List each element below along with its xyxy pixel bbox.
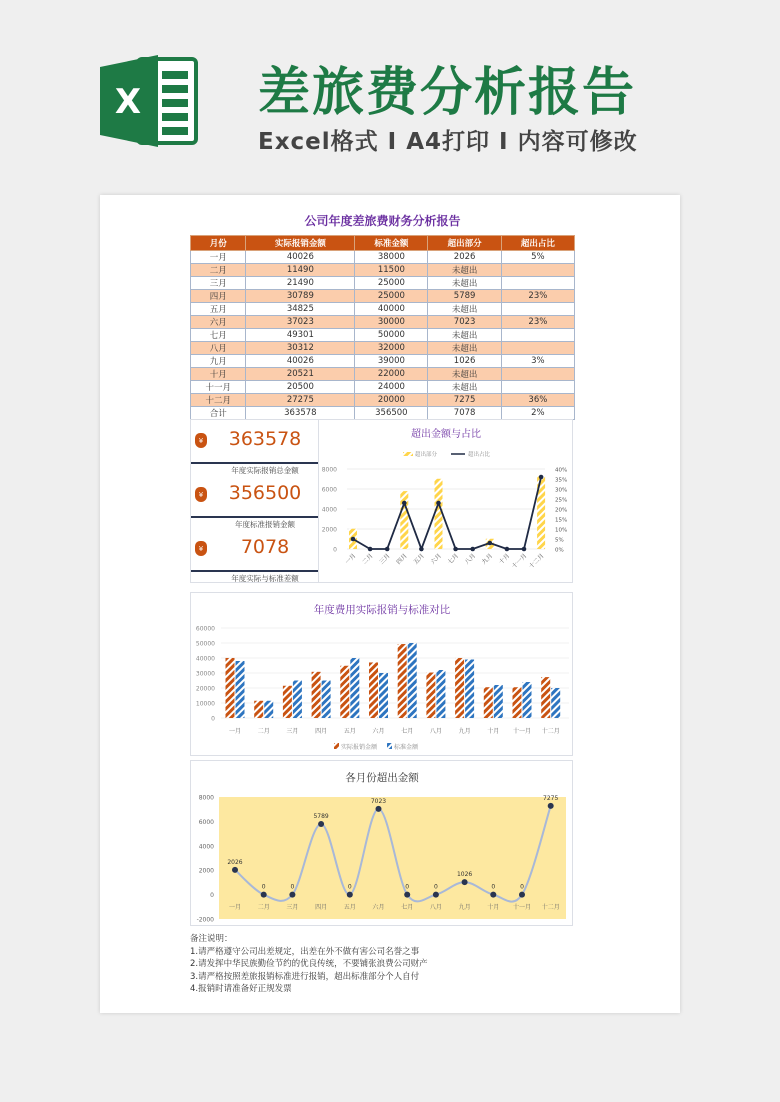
bar (400, 491, 408, 549)
legend-label: 实际报销金额 (341, 744, 378, 751)
table-cell: 23% (501, 290, 574, 303)
table-row (191, 368, 575, 381)
y2-tick-label: 25% (555, 497, 568, 504)
bar-standard (293, 681, 302, 719)
svg-text:X: X (114, 82, 142, 122)
table-cell: 七月 (191, 329, 246, 342)
table-cell: 二月 (191, 264, 246, 277)
y2-tick-label: 40% (555, 467, 568, 474)
table-row (191, 381, 575, 394)
data-label: 0 (261, 883, 266, 891)
bar (435, 479, 443, 549)
kpi-label: 年度实际报销总金额 (231, 466, 299, 475)
x-tick-label: 十月 (497, 552, 512, 566)
table-cell: 十二月 (191, 394, 246, 407)
x-tick-label: 三月 (286, 904, 299, 911)
column-header: 月份 (191, 236, 246, 251)
chart-title: 超出金额与占比 (411, 429, 481, 440)
kpi-value: 356500 (228, 482, 302, 504)
y-tick-label: 2000 (198, 867, 214, 875)
table-cell: 40026 (246, 251, 355, 264)
table-cell: 22000 (355, 368, 428, 381)
table-cell: 未超出 (428, 303, 501, 316)
bar-actual (226, 658, 235, 718)
x-tick-label: 七月 (446, 552, 461, 566)
table-cell: 八月 (191, 342, 246, 355)
divider (191, 462, 319, 464)
x-tick-label: 九月 (458, 904, 471, 911)
legend-label: 超出部分 (415, 452, 438, 458)
table-cell: 5% (501, 251, 574, 264)
column-header: 超出部分 (428, 236, 501, 251)
data-label: 2026 (227, 858, 243, 866)
note-item: 4.报销时请准备好正规发票 (190, 984, 292, 994)
bar-actual (455, 658, 464, 718)
y-tick-label: 4000 (321, 506, 337, 514)
legend-swatch (334, 743, 339, 749)
y-tick-label: 40000 (195, 655, 215, 663)
column-header: 实际报销金额 (246, 236, 355, 251)
x-tick-label: 十一月 (512, 728, 532, 735)
legend-label: 标准金额 (394, 744, 419, 751)
table-cell: 11490 (246, 264, 355, 277)
data-label: 0 (491, 883, 496, 891)
table-cell: 未超出 (428, 368, 501, 381)
table-cell: 363578 (246, 407, 355, 420)
table-cell: 30000 (355, 316, 428, 329)
table-cell: 五月 (191, 303, 246, 316)
table-cell: 24000 (355, 381, 428, 394)
bar-standard (264, 701, 273, 718)
kpi-label: 年度实际与标准差额 (231, 574, 299, 583)
table-cell (501, 303, 574, 316)
data-point (402, 501, 407, 506)
subtitle: Excel格式 I A4打印 I 内容可修改 (258, 129, 638, 155)
table-cell: 三月 (191, 277, 246, 290)
table-cell: 3% (501, 355, 574, 368)
y2-tick-label: 10% (555, 527, 568, 534)
legend-swatch (387, 743, 392, 749)
x-tick-label: 九月 (480, 552, 495, 566)
y-tick-label: 0 (333, 546, 337, 554)
table-row (191, 290, 575, 303)
excel-logo-icon (100, 55, 200, 147)
table-cell: 2% (501, 407, 574, 420)
expense-table (190, 235, 575, 420)
table-cell: 2026 (428, 251, 501, 264)
total-row (191, 407, 575, 420)
table-cell: 49301 (246, 329, 355, 342)
table-cell: 20000 (355, 394, 428, 407)
x-tick-label: 八月 (463, 552, 478, 566)
notes (190, 933, 428, 996)
bar-actual (484, 687, 493, 718)
table-cell (501, 329, 574, 342)
x-tick-label: 九月 (458, 728, 471, 735)
column-header: 超出占比 (501, 236, 574, 251)
bar-standard (494, 685, 503, 718)
bar-actual (312, 672, 321, 718)
table-row (191, 394, 575, 407)
bar-standard (322, 681, 331, 719)
bar-standard (408, 643, 417, 718)
bar-standard (379, 673, 388, 718)
table-cell (501, 368, 574, 381)
data-label: 0 (433, 883, 438, 891)
table-title: 公司年度差旅费财务分析报告 (304, 214, 461, 228)
kpi-card (191, 530, 319, 584)
data-point (347, 892, 353, 898)
y-tick-label: 10000 (195, 700, 215, 708)
y2-tick-label: 15% (555, 517, 568, 524)
x-tick-label: 六月 (372, 728, 385, 735)
x-tick-label: 四月 (315, 728, 328, 735)
table-row (191, 277, 575, 290)
x-tick-label: 二月 (257, 904, 270, 911)
note-item: 3.请严格按照差旅报销标准进行报销，超出标准部分个人自付 (190, 971, 420, 982)
data-point (490, 892, 496, 898)
data-label: 0 (405, 883, 410, 891)
data-label: 1026 (456, 871, 473, 879)
divider (191, 516, 319, 518)
data-label: 0 (520, 883, 524, 891)
table-cell (501, 342, 574, 355)
x-tick-label: 十月 (487, 904, 500, 911)
money-bag-icon: ¥ (195, 487, 207, 502)
data-label: 0 (347, 883, 352, 891)
table-cell: 九月 (191, 355, 246, 368)
x-tick-label: 六月 (372, 904, 385, 911)
y-tick-label: 2000 (321, 526, 337, 534)
monthly-excess-chart-panel (190, 760, 573, 926)
table-cell: 11500 (355, 264, 428, 277)
data-point (433, 892, 439, 898)
y-tick-label: 0 (211, 715, 215, 723)
table-cell: 40026 (246, 355, 355, 368)
data-point (488, 541, 493, 546)
x-tick-label: 一月 (343, 552, 358, 566)
actual-vs-standard-chart (191, 593, 574, 757)
x-tick-label: 一月 (228, 728, 242, 735)
money-bag-icon: ¥ (195, 433, 207, 448)
comparison-chart-panel (190, 592, 573, 756)
notes-title: 备注说明： (190, 934, 233, 944)
table-cell: 21490 (246, 277, 355, 290)
y2-tick-label: 20% (555, 507, 568, 514)
y-tick-label: 4000 (198, 843, 214, 851)
x-tick-label: 十一月 (512, 904, 532, 911)
table-cell: 合计 (191, 407, 246, 420)
divider (191, 570, 319, 572)
data-label: 0 (290, 883, 295, 891)
x-tick-label: 七月 (401, 728, 414, 735)
table-cell: 未超出 (428, 329, 501, 342)
table-cell: 未超出 (428, 264, 501, 277)
table-cell: 20500 (246, 381, 355, 394)
bar-actual (283, 686, 292, 718)
table-cell: 30789 (246, 290, 355, 303)
data-point (539, 475, 544, 480)
excess-amount-ratio-chart (319, 420, 574, 584)
x-tick-label: 三月 (378, 552, 392, 566)
y2-tick-label: 30% (555, 487, 568, 494)
kpi-value: 7078 (240, 536, 290, 558)
data-point (376, 806, 382, 812)
bar-actual (513, 687, 522, 718)
kpi-card (191, 422, 319, 476)
table-cell: 5789 (428, 290, 501, 303)
y2-tick-label: 35% (555, 477, 568, 484)
money-bag-icon: ¥ (195, 541, 207, 556)
table-cell (501, 264, 574, 277)
table-cell (501, 381, 574, 394)
bar-actual (340, 666, 349, 718)
y-tick-label: 30000 (195, 670, 215, 678)
data-point (436, 501, 441, 506)
table-cell: 四月 (191, 290, 246, 303)
kpi-card (191, 476, 319, 530)
data-point (453, 547, 458, 552)
x-tick-label: 十月 (487, 728, 500, 735)
x-tick-label: 五月 (343, 728, 356, 735)
bar-standard (551, 688, 560, 718)
data-label: 7275 (543, 794, 559, 802)
x-tick-label: 八月 (429, 904, 442, 911)
table-cell: 1026 (428, 355, 501, 368)
x-tick-label: 十二月 (527, 552, 546, 571)
data-point (351, 537, 356, 542)
table-cell: 38000 (355, 251, 428, 264)
table-cell: 十一月 (191, 381, 246, 394)
main-title: 差旅费分析报告 (258, 63, 637, 123)
data-point (462, 879, 468, 885)
table-cell: 未超出 (428, 381, 501, 394)
y-tick-label: 20000 (195, 685, 215, 693)
table-row (191, 342, 575, 355)
x-tick-label: 七月 (401, 904, 414, 911)
y-tick-label: 6000 (321, 486, 337, 494)
table-row (191, 303, 575, 316)
x-tick-label: 三月 (286, 728, 299, 735)
bar-actual (369, 662, 378, 718)
table-row (191, 355, 575, 368)
data-point (318, 821, 324, 827)
x-tick-label: 十一月 (510, 552, 529, 571)
y-tick-label: 6000 (198, 818, 214, 826)
x-tick-label: 二月 (361, 552, 375, 566)
table-cell: 未超出 (428, 342, 501, 355)
x-tick-label: 四月 (395, 552, 409, 566)
bar-actual (541, 677, 550, 718)
table-cell: 十月 (191, 368, 246, 381)
y-tick-label: -2000 (196, 916, 214, 924)
data-point (548, 803, 554, 809)
data-label: 7023 (370, 797, 387, 805)
x-tick-label: 四月 (315, 904, 328, 911)
data-point (519, 892, 525, 898)
table-cell: 40000 (355, 303, 428, 316)
excess-chart-panel (318, 419, 573, 583)
y-tick-label: 50000 (195, 640, 215, 648)
bar-standard (523, 682, 532, 718)
table-cell: 未超出 (428, 277, 501, 290)
bar-standard (465, 660, 474, 719)
bar-standard (436, 670, 445, 718)
x-tick-label: 五月 (412, 552, 426, 566)
x-tick-label: 二月 (257, 728, 270, 735)
x-tick-label: 十二月 (541, 728, 560, 735)
data-point (404, 892, 410, 898)
kpi-panel (190, 419, 319, 583)
data-point (368, 547, 373, 552)
legend-swatch (403, 452, 413, 456)
table-cell: 25000 (355, 277, 428, 290)
monthly-excess-line-chart (191, 761, 574, 927)
data-point (261, 892, 267, 898)
table-cell (501, 277, 574, 290)
data-point (505, 547, 510, 552)
x-tick-label: 八月 (429, 728, 442, 735)
x-tick-label: 十二月 (541, 904, 560, 911)
table-cell: 7275 (428, 394, 501, 407)
kpi-value: 363578 (228, 428, 302, 450)
bar-standard (350, 658, 359, 718)
data-point (470, 547, 475, 552)
table-cell: 50000 (355, 329, 428, 342)
data-point (232, 867, 238, 873)
y-tick-label: 8000 (321, 466, 337, 474)
bar-actual (426, 673, 435, 718)
table-cell: 34825 (246, 303, 355, 316)
chart-title: 年度费用实际报销与标准对比 (313, 604, 451, 616)
table-row (191, 316, 575, 329)
table-cell: 一月 (191, 251, 246, 264)
table-cell: 39000 (355, 355, 428, 368)
table-cell: 23% (501, 316, 574, 329)
ratio-line (353, 477, 541, 549)
x-tick-label: 五月 (343, 904, 356, 911)
bar-actual (398, 644, 407, 718)
y-tick-label: 60000 (195, 625, 215, 633)
table-cell: 32000 (355, 342, 428, 355)
table-cell: 30312 (246, 342, 355, 355)
data-point (419, 547, 424, 552)
table-cell: 25000 (355, 290, 428, 303)
data-point (522, 547, 527, 552)
note-item: 1.请严格遵守公司出差规定，出差在外不做有害公司名誉之事 (190, 946, 420, 957)
data-label: 5789 (313, 812, 329, 820)
y-tick-label: 8000 (198, 794, 214, 802)
legend-label: 超出占比 (468, 452, 491, 458)
table-cell: 356500 (355, 407, 428, 420)
table-row (191, 329, 575, 342)
table-row (191, 264, 575, 277)
table-cell: 7023 (428, 316, 501, 329)
kpi-label: 年度标准报销金额 (235, 520, 295, 529)
column-header: 标准金额 (355, 236, 428, 251)
note-item: 2.请发挥中华民族勤俭节约的优良传统，不要铺张浪费公司财产 (190, 959, 428, 969)
x-tick-label: 一月 (228, 904, 242, 911)
y2-tick-label: 0% (555, 547, 564, 554)
table-cell: 36% (501, 394, 574, 407)
bar-actual (254, 701, 263, 718)
table-cell: 7078 (428, 407, 501, 420)
chart-title: 各月份超出金额 (345, 772, 419, 784)
table-cell: 20521 (246, 368, 355, 381)
table-cell: 37023 (246, 316, 355, 329)
y-tick-label: 0 (210, 892, 214, 900)
table-row (191, 251, 575, 264)
table-cell: 六月 (191, 316, 246, 329)
bar-standard (236, 661, 245, 718)
y2-tick-label: 5% (555, 537, 564, 544)
x-tick-label: 六月 (429, 552, 443, 566)
table-cell: 27275 (246, 394, 355, 407)
data-point (385, 547, 390, 552)
data-point (289, 892, 295, 898)
